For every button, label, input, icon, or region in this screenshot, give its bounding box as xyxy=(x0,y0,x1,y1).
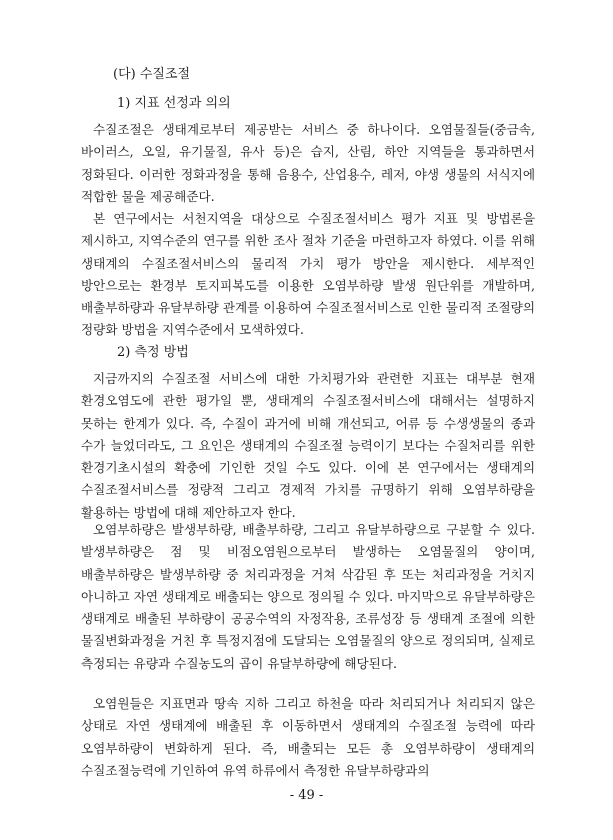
subsection-heading-2: 2) 측정 방법 xyxy=(117,345,189,360)
section-heading: (다) 수질조절 xyxy=(113,67,191,82)
paragraph-2: 본 연구에서는 서천지역을 대상으로 수질조절서비스 평가 지표 및 방법론을 제시하고, 지역수준의 연구를 위한 조사 절차 기준을 마련하고자 하였다. 이를 위해 생태계의 수질조절서비스의 물리적 가치 평가 방안을 제시한다. 세부적인 방안으로는 환경부 토지피복도를 이용한 오염부하량 발생 원단위를 개발하며, 배출부하량과 유달부하량 관계를 이용하여 수질조절서비스로 인한 물리적 조절량의 정량화 방법을 지역수준에서 모색하였다. xyxy=(81,211,535,338)
paragraph-3: 지금까지의 수질조절 서비스에 대한 가치평가와 관련한 지표는 대부분 현재 환경오염도에 관한 평가일 뿐, 생태계의 수질조절서비스에 대해서는 설명하지 못하는 한계가 있다. 즉, 수질이 과거에 비해 개선되고, 어류 등 수생생물의 종과 수가 늘었더라도, 그 요인은 생태계의 수질조절 능력이기 보다는 수질처리를 위한 환경기초시설의 확충에 기인한 것일 수도 있다. 이에 본 연구에서는 생태계의 수질조절서비스를 정량적 그리고 경제적 가치를 규명하기 위해 오염부하량을 활용하는 방법에 대해 제안하고자 한다. xyxy=(81,371,535,520)
page-number: - 49 - xyxy=(289,788,324,803)
paragraph-5: 오염원들은 지표면과 땅속 지하 그리고 하천을 따라 처리되거나 처리되지 않은 상태로 자연 생태계에 배출된 후 이동하면서 생태계의 수질조절 능력에 따라 오염부하량이 변화하게 된다. 즉, 배출되는 모든 총 오염부하량이 생태계의 수질조절능력에 기인하여 유역 하류에서 측정한 유달부하량과의 xyxy=(81,696,535,778)
paragraph-1: 수질조절은 생태계로부터 제공받는 서비스 중 하나이다. 오염물질들(중금속, 바이러스, 오일, 유기물질, 유사 등)은 습지, 산림, 하안 지역들을 통과하면서 정화된다. 이러한 정화과정을 통해 음용수, 산업용수, 레저, 야생 생물의 서식지에 적합한 물을 제공해준다. xyxy=(81,122,535,204)
subsection-heading-1: 1) 지표 선정과 의의 xyxy=(117,96,231,111)
paragraph-4: 오염부하량은 발생부하량, 배출부하량, 그리고 유달부하량으로 구분할 수 있다. 발생부하량은 점 및 비점오염원으로부터 발생하는 오염물질의 양이며, 배출부하량은 발생부하량 중 처리과정을 거쳐 삭감된 후 또는 처리과정을 거치지 아니하고 자연 생태계로 배출되는 양으로 정의될 수 있다. 마지막으로 유달부하량은 생태계로 배출된 부하량이 공공수역의 자정작용, 조류성장 등 생태계 조절에 의한 물질변화과정을 거친 후 특정지점에 도달되는 오염물질의 양으로 정의되며, 실제로 측정되는 유량과 수질농도의 곱이 유달부하량에 해당된다. xyxy=(81,522,535,671)
